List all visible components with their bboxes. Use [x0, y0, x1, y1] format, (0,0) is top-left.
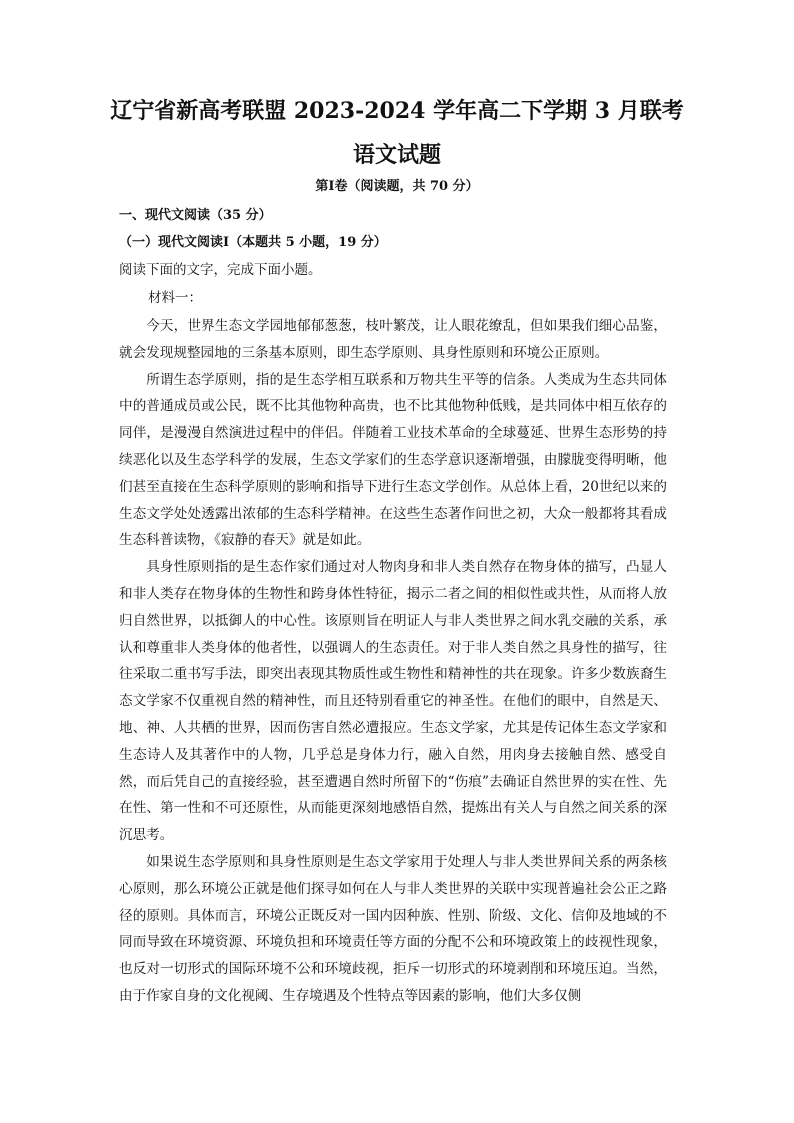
- passage-paragraph: 具身性原则指的是生态作家们通过对人物肉身和非人类自然存在物身体的描写，凸显人和非人类存在物身体的生物性和跨身体性特征，揭示二者之间的相似性或共性，从而将人放归自然世界，以抵御人的中心性。该原则旨在明证人与非人类世界之间水乳交融的关系，承认和尊重非人类身体的他者性，以强调人的生态责任。对于非人类自然之具身性的描写，往往采取二重书写手法，即突出表现其物质性或生物性和精神性的共在现象。许多少数族裔生态文学家不仅重视自然的精神性，而且还特别看重它的神圣性。在他们的眼中，自然是天、地、神、人共栖的世界，因而伤害自然必遭报应。生态文学家，尤其是传记体生态文学家和生态诗人及其著作中的人物，几乎总是身体力行，融入自然，用肉身去接触自然、感受自然，而后凭自己的直接经验，甚至遭遇自然时所留下的“伤痕”去确证自然世界的实在性、先在性、第一性和不可还原性，从而能更深刻地感悟自然，提炼出有关人与自然之间关系的深沉思考。: [119, 559, 667, 844]
- exam-subtitle: 语文试题: [352, 142, 441, 168]
- passage-paragraph: 今天，世界生态文学园地郁郁葱葱，枝叶繁茂，让人眼花缭乱，但如果我们细心品鉴，就会发现规整园地的三条基本原则，即生态学原则、具身性原则和环境公正原则。: [119, 318, 667, 361]
- subsection-heading: （一）现代文阅读Ⅰ（本题共 5 小题，19 分）: [119, 235, 387, 250]
- material-label: 材料一：: [148, 290, 202, 306]
- exam-title: 辽宁省新高考联盟 2023-2024 学年高二下学期 3 月联考: [110, 98, 684, 124]
- part-heading: 第Ⅰ卷（阅读题，共 70 分）: [315, 179, 479, 194]
- passage-body: [119, 313, 667, 1010]
- passage-paragraph: 如果说生态学原则和具身性原则是生态文学家用于处理人与非人类世界间关系的两条核心原则，那么环境公正就是他们探寻如何在人与非人类世界的关联中实现普遍社会公正之路径的原则。具体而言，环境公正既反对一国内因种族、性别、阶级、文化、信仰及地域的不同而导致在环境资源、环境负担和环境责任等方面的分配不公和环境政策上的歧视性现象，也反对一切形式的国际环境不公和环境歧视，拒斥一切形式的环境剥削和环境压迫。当然，由于作家自身的文化视阈、生存境遇及个性特点等因素的影响，他们大多仅侧: [119, 853, 667, 1004]
- passage-paragraph: 所谓生态学原则，指的是生态学相互联系和万物共生平等的信条。人类成为生态共同体中的普通成员或公民，既不比其他物种高贵，也不比其他物种低贱，是共同体中相互依存的同伴，是漫漫自然演进过程中的伴侣。伴随着工业技术革命的全球蔓延、世界生态形势的持续恶化以及生态学科学的发展，生态文学家们的生态学意识逐渐增强，由朦胧变得明晰，他们甚至直接在生态科学原则的影响和指导下进行生态文学创作。从总体上看，20世纪以来的生态文学处处透露出浓郁的生态科学精神。在这些生态著作问世之初，大众一般都将其看成生态科普读物，《寂静的春天》就是如此。: [119, 371, 667, 549]
- section-heading: 一、现代文阅读（35 分）: [119, 208, 272, 223]
- reading-instruction: 阅读下面的文字，完成下面小题。: [119, 262, 322, 278]
